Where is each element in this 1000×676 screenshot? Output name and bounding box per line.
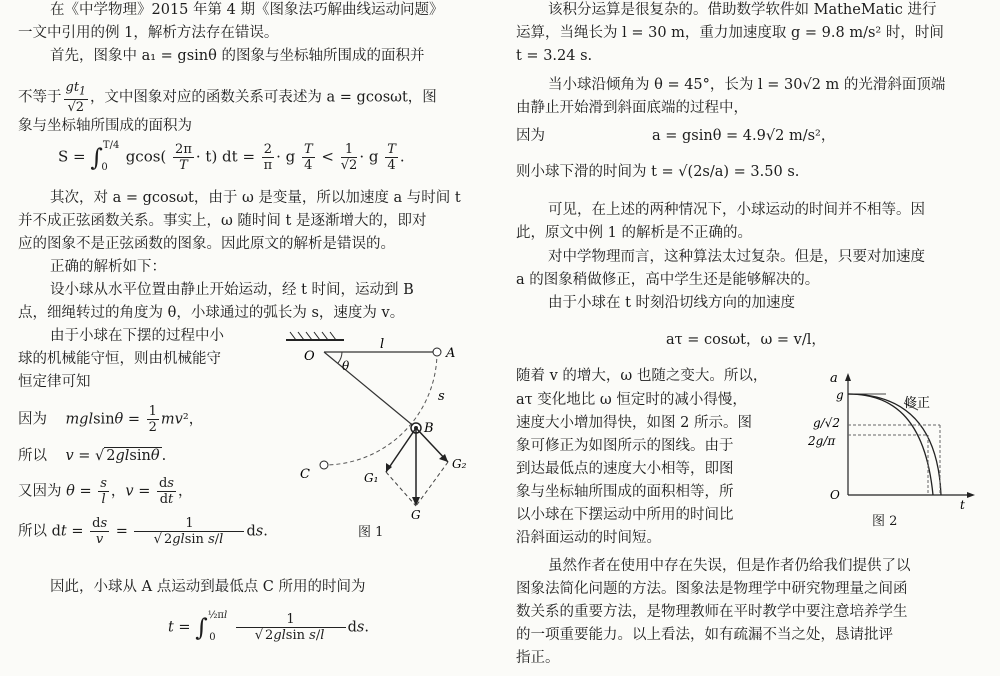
label-O: O [304,349,315,364]
figure-2-acceleration-graph [800,365,980,510]
paragraph-line: 由静止开始滑到斜面底端的过程中， [516,100,748,116]
paragraph-line: 正确的解析如下： [50,259,166,275]
paragraph-line: 点，细绳转过的角度为 θ，小球通过的弧长为 s，速度为 v。 [18,305,405,321]
paragraph-line: 设小球从水平位置由静止开始运动，经 t 时间，运动到 B [50,282,414,298]
figure-1-pendulum [280,330,500,520]
paragraph-line: t = 3.24 s. [516,48,593,64]
integral-equation: S = ∫$^{T/4}_0$gcos( $\frac{2\pi}{T}$ · t) dt = $\frac{2}{\pi}$ · g $\frac{T}{4}$ < $\frac{1}{√2}$ · g $\frac{T}{4}$ . [58,139,405,173]
equation-time-integral: t = ∫$^{\frac{1}{2}\pi l}_0$ $\frac{1}{\text{√ 2glsin s/l}}$ ds. [168,609,369,643]
equation-tangential-acc: aτ = cosωt，ω = v/l， [666,332,826,348]
paragraph-line: 虽然作者在使用中存在失误，但是作者仍给我们提供了以 [548,558,911,574]
rope-to-b [324,352,416,428]
label-G2: G₂ [452,457,467,471]
equation-velocity: 所以 v = √ 2glsinθ . [18,448,167,464]
figure-2-caption: 图 2 [872,514,898,529]
paragraph-line: 在《中学物理》2015 年第 4 期《图象法巧解曲线运动问题》 [50,2,444,18]
text-span: ，文中图象对应的函数关系可表述为 a = gcosωt，图 [89,89,437,106]
paragraph-line: 到达最低点的速度大小相等，即图 [516,461,734,477]
paragraph-line: 由于小球在下摆的过程中小 [50,328,224,344]
label-A: A [446,346,456,361]
label-G: G [411,508,421,520]
paragraph-line: a 的图象稍做修正，高中学生还是能够解决的。 [516,272,820,288]
text-span: 不等于 [18,89,62,106]
equation-line [18,80,437,115]
label-t: t [960,498,965,510]
label-B: B [424,421,434,436]
label-g: g [836,388,844,402]
paragraph-line: 当小球沿倾角为 θ = 45°，长为 l = 30√2 m 的光滑斜面顶端 [548,77,946,93]
paragraph-line: 首先，图象中 a₁ = gsinθ 的图象与坐标轴所围成的面积并 [50,48,425,64]
fraction-gt1-sqrt2: $\frac{gt_1}{√2}$ [65,80,86,115]
paragraph-line: 图象法简化问题的方法。图象法是物理学中研究物理量之间函 [516,581,908,597]
equation-dt: 所以 dt = $\frac{ds}{v}$ = $\frac{1}{\text{√ 2glsin s/l}}$ ds. [18,516,268,547]
paragraph-line: 由于小球在 t 时刻沿切线方向的加速度 [548,295,796,311]
paragraph-line: 象与坐标轴所围成的面积为 [18,118,192,134]
arc-path [324,352,437,465]
paragraph-line: 以小球在下摆运动中所用的时间比 [516,507,734,523]
text-span: 因为 [516,128,545,144]
label-2g-pi: 2g/π [808,434,836,448]
paragraph-line: 速度大小增加得快，如图 2 所示。图 [516,415,752,431]
paragraph-line: 随着 v 的增大，ω 也随之变大。所以， [516,368,768,384]
paragraph-line: 运算，当绳长为 l = 30 m，重力加速度取 g = 9.8 m/s² 时，时间 [516,25,944,41]
equation-energy: 因为 mglsinθ = $\frac{1}{2}$ mv²， [18,404,204,435]
label-origin: O [830,488,840,502]
paragraph-line: 的一项重要能力。以上看法，如有疏漏不当之处，恳请批评 [516,627,893,643]
paragraph-line: 恒定律可知 [18,374,91,390]
paragraph-line: 数关系的重要方法，是物理教师在平时教学中要注意培养学生 [516,604,908,620]
paragraph-line: 球的机械能守恒，则由机械能守 [18,351,221,367]
paragraph-line: 象与坐标轴所围成的面积相等，所 [516,484,734,500]
label-a: a [830,371,838,386]
paragraph-line: 一文中引用的例 1，解析方法存在错误。 [18,25,279,41]
paragraph-line: 指正。 [516,650,560,666]
paragraph-line: aτ 变化地比 ω 恒定时的减小得慢， [516,392,747,408]
paragraph-line: 沿斜面运动的时间短。 [516,530,661,546]
paragraph-line: 应的图象不是正弦函数的图象。因此原文的解析是错误的。 [18,236,395,252]
paragraph-line: 对中学物理而言，这种算法太过复杂。但是，只要对加速度 [548,249,925,265]
paragraph-line: 并不成正弦函数关系。事实上，ω 随时间 t 是逐渐增大的，即对 [18,213,427,229]
label-s: s [438,389,445,404]
label-theta: θ [342,359,350,373]
paragraph-line: 因此，小球从 A 点运动到最低点 C 所用的时间为 [50,579,366,595]
equation-incline-acc [516,124,836,145]
label-xiuzheng: 修正 [904,396,931,411]
label-G1: G₁ [364,471,379,485]
paragraph-line: 此，原文中例 1 的解析是不正确的。 [516,225,752,241]
label-l: l [380,337,385,352]
figure-1-caption: 图 1 [358,525,384,540]
paragraph-line: 则小球下滑的时间为 t = √(2s/a) = 3.50 s. [516,164,800,180]
paragraph-line: 象可修正为如图所示的图线。由于 [516,438,734,454]
text-span: a = gsinθ = 4.9√2 m/s²， [652,128,836,144]
label-g-sqrt2: g/√2 [813,416,841,430]
paragraph-line: 该积分运算是很复杂的。借助数学软件如 MatheMatic 进行 [548,2,937,18]
paragraph-line: 其次，对 a = gcosωt，由于 ω 是变量，所以加速度 a 与时间 t [50,190,461,206]
label-C: C [300,467,310,482]
equation-theta: 又因为 θ = $\frac{s}{l}$ ，v = $\frac{ds}{dt}$ ， [18,476,193,507]
paragraph-line: 可见，在上述的两种情况下，小球运动的时间并不相等。因 [548,202,925,218]
